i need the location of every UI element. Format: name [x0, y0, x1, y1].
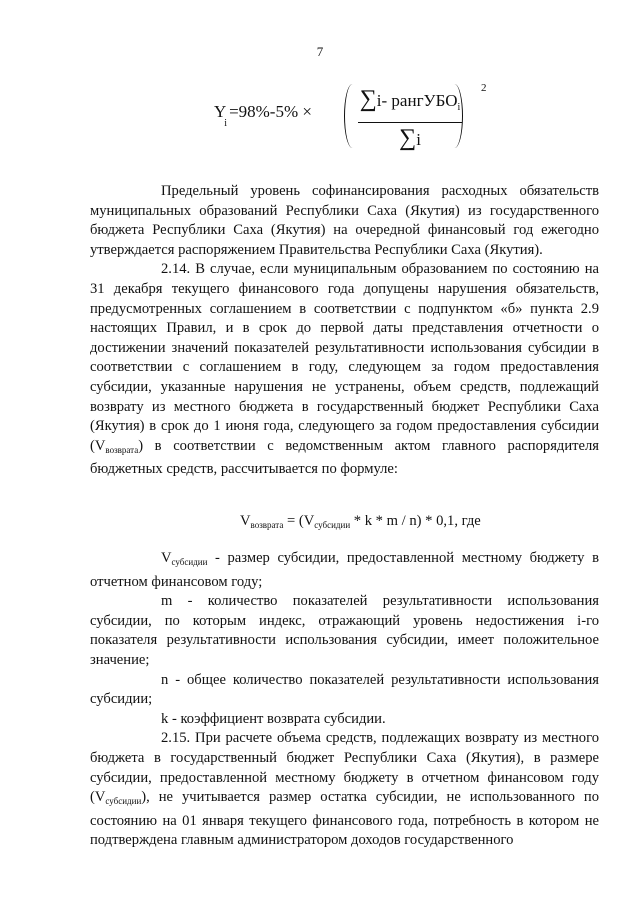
formula-mid: = (V — [283, 513, 315, 529]
formula-power: 2 — [481, 82, 487, 94]
denominator-text: i — [416, 130, 421, 150]
formula-lhs — [214, 102, 312, 129]
page-number: 7 — [316, 44, 324, 59]
sigma-symbol: ∑ — [399, 125, 417, 152]
numerator-text: i- рангУБО — [376, 91, 458, 110]
paragraph-2-14-text-end: ) в соответствии с ведомственным актом главного распорядителя бюджетных средств, рассчитывается по формуле: — [90, 437, 599, 478]
formula-efficiency-level — [214, 82, 514, 156]
formula-return-volume — [240, 513, 540, 530]
numerator-index: i — [457, 102, 461, 113]
formula-lhs-rest: =98%-5% × — [229, 102, 312, 121]
text-block-lower — [90, 549, 599, 851]
def-v-subscript: субсидии — [171, 557, 208, 567]
v-return-subscript: возврата — [105, 444, 139, 455]
paragraph-limit: Предельный уровень софинансирования расходных обязательств муниципальных образований Республики Саха (Якутия) из государственного бюджета Республики Саха (Якутия) на очередной финансовый год ежегодно утверждается распоряжением Правительства Республики Саха (Якутия). — [90, 183, 599, 258]
definition-n: n - общее количество показателей результативности использования субсидии; — [90, 671, 599, 708]
formula-v: V — [240, 513, 251, 529]
formula-subsidy-subscript: субсидии — [314, 520, 351, 530]
formula-y: Y — [214, 102, 227, 121]
paragraph-2-15-text: 2.15. При расчете объема средств, подлежащих возврату из местного бюджета в государственный бюджет Республики Саха (Якутия), в размере субсидии, предоставленной местному бюджету в отчетном финансовом году (V — [90, 730, 599, 806]
definition-k: k - коэффициент возврата субсидии. — [161, 710, 386, 727]
paragraph-2-14 — [90, 260, 599, 480]
paragraph-2-15-text-end: ), не учитывается размер остатка субсидии, не использованного по состоянию на 01 января текущего финансового года, потребность в котором не подтверждена главным администратором доходов государственного — [90, 789, 599, 849]
def-v-text: - размер субсидии, предоставленной местному бюджету в отчетном финансовом году; — [90, 550, 599, 590]
paragraph-2-15 — [90, 729, 599, 851]
v-subsidy-subscript: субсидии — [105, 796, 142, 807]
definition-m: m - количество показателей результативности использования субсидии, по которым индекс, отражающий уровень недостижения i-го показателя результативности использования субсидии, имеет положительное значение; — [90, 593, 599, 668]
text-block-upper — [90, 182, 599, 480]
formula-y-index: i — [224, 118, 228, 129]
paragraph-2-14-text: 2.14. В случае, если муниципальным образованием по состоянию на 31 декабря текущего финансового года допущены нарушения обязательств, предусмотренных соглашением в соответствии с подпунктом «б» пункта 2.9 настоящих Правил, и в срок до первой даты представления отчетности о достижении значений показателей результативности использования субсидии в соответствии с соглашением в году, следующем за годом предоставления субсидии, указанные нарушения не устранены, объем средств, подлежащий возврату из местного бюджета в государственный бюджет Республики Саха (Якутия) в срок до 1 июня года, следующего за годом предоставления субсидии (V — [90, 261, 599, 454]
formula-rest: * k * m / n) * 0,1, где — [350, 513, 481, 529]
formula-v-subscript: возврата — [250, 520, 284, 530]
def-v: V — [161, 550, 172, 566]
right-parenthesis — [446, 84, 463, 148]
definition-v-subsidy — [90, 549, 599, 592]
sigma-symbol: ∑ — [359, 86, 377, 112]
